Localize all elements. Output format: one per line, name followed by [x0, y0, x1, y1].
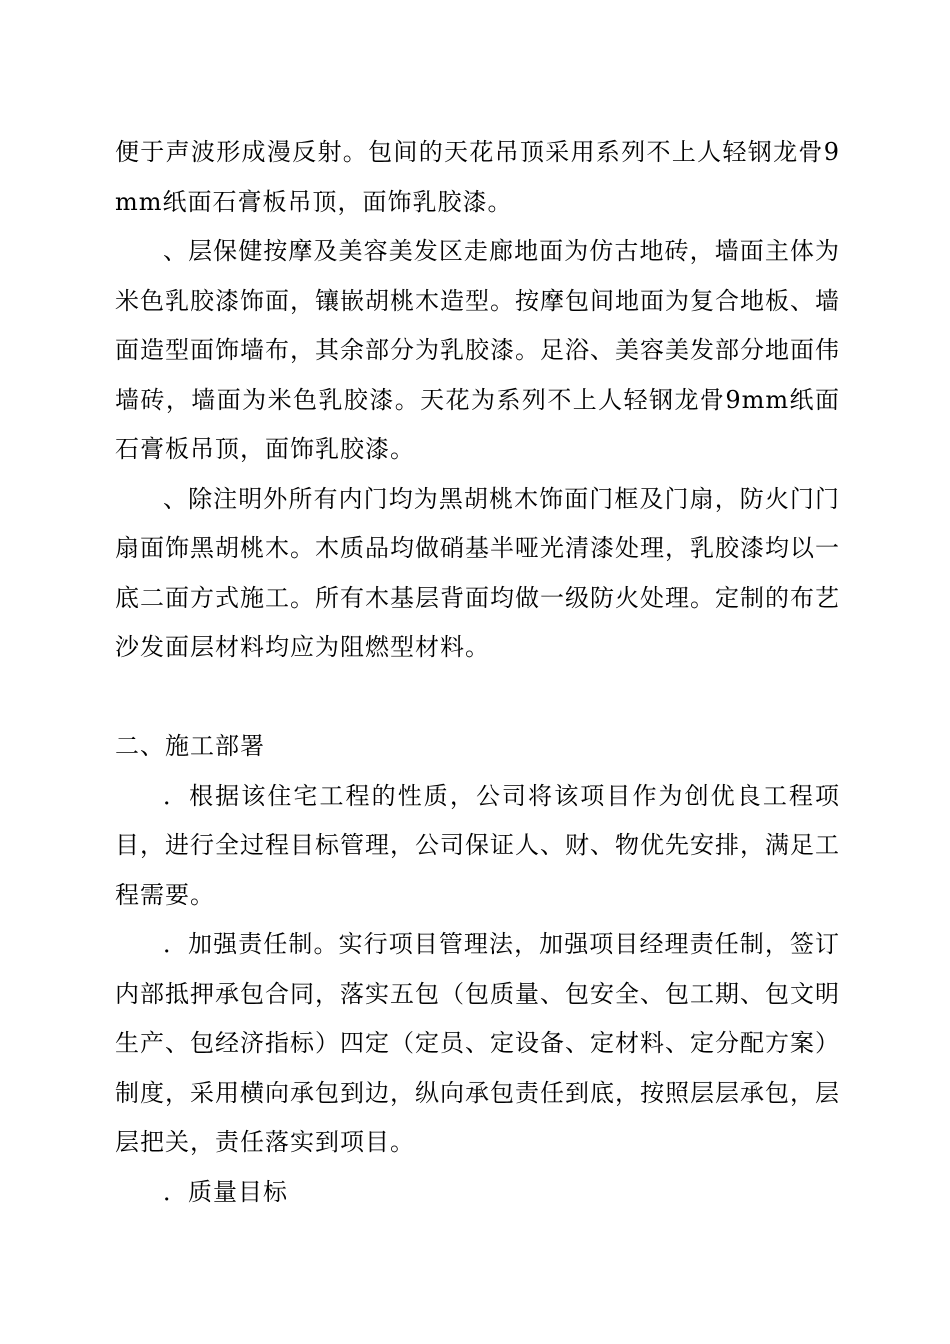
paragraph-responsibility: ．加强责任制。实行项目管理法，加强项目经理责任制，签订内部抵押承包合同，落实五包（包质量、包安全、包工期、包文明生产、包经济指标）四定（定员、定设备、定材料、定分配方案）制度，采用横向承包到边，纵向承包责任到底，按照层层承包，层层把关，责任落实到项目。 [115, 930, 840, 1156]
document-body [115, 128, 840, 1217]
paragraph-project-nature: ．根据该住宅工程的性质，公司将该项目作为创优良工程项目，进行全过程目标管理，公司保证人、财、物优先安排，满足工程需要。 [115, 781, 840, 909]
section-heading: 二、施工部署 [115, 732, 265, 760]
paragraph-spacer [115, 673, 840, 723]
paragraph-doors-finishes: 、除注明外所有内门均为黑胡桃木饰面门框及门扇，防火门门扇面饰黑胡桃木。木质品均做硝基半哑光清漆处理，乳胶漆均以一底二面方式施工。所有木基层背面均做一级防火处理。定制的布艺沙发面层材料均应为阻燃型材料。 [115, 484, 840, 661]
paragraph-quality-target: ．质量目标 [163, 1177, 288, 1206]
paragraph-floor-spa: 、层保健按摩及美容美发区走廊地面为仿古地砖，墙面主体为米色乳胶漆饰面，镶嵌胡桃木造型。按摩包间地面为复合地板、墙面造型面饰墙布，其余部分为乳胶漆。足浴、美容美发部分地面伟墙砖，墙面为米色乳胶漆。天花为系列不上人轻钢龙骨9mm纸面石膏板吊顶，面饰乳胶漆。 [115, 237, 840, 463]
paragraph-continuation: 便于声波形成漫反射。包间的天花吊顶采用系列不上人轻钢龙骨9mm纸面石膏板吊顶，面饰乳胶漆。 [115, 138, 840, 216]
